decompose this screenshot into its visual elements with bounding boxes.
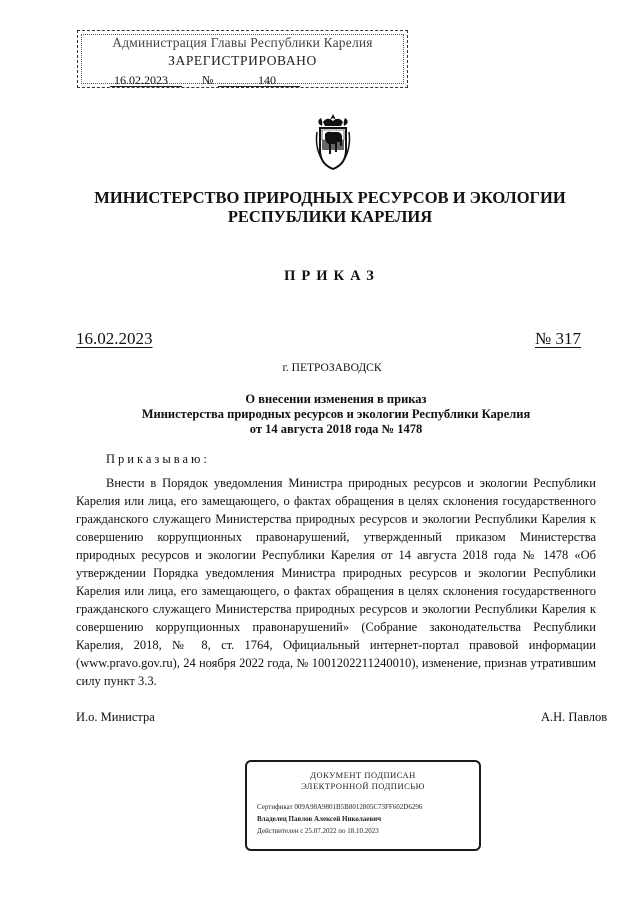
registration-stamp bbox=[77, 30, 408, 88]
subject-line2: Министерства природных ресурсов и экологии Республики Карелия bbox=[141, 407, 531, 421]
signer-title: И.о. Министра bbox=[76, 710, 155, 724]
registration-number-underline bbox=[218, 86, 300, 87]
body-paragraph: Внести в Порядок уведомления Министра природных ресурсов и экологии Республики Карелия или лица, его замещающего, о фактах обращения в целях склонения государственного гражданского служащего Министерства природных ресурсов и экологии Республики Карелия к совершению коррупционных правонарушений, утвержденный приказом Министерства природных ресурсов и экологии Республики Карелия от 14 августа 2018 года № 1478 «Об утверждении Порядка уведомления Министра природных ресурсов и экологии Республики Карелия или лица, его замещающего, о фактах обращения в целях склонения государственного гражданского служащего Министерства природных ресурсов и экологии Республики Карелия к совершению коррупционных правонарушений» (Собрание законодательства Республики Карелия, 2018, № 8, ст. 1764, Официальный интернет-портал правовой информации (www.pravo.gov.ru), 24 ноября 2022 года, № 1001202211240010), изменение, признав утратившим силу пункт 3.3. bbox=[76, 476, 596, 688]
subject-line3: от 14 августа 2018 года № 1478 bbox=[249, 422, 423, 436]
ministry-title-line2: РЕСПУБЛИКИ КАРЕЛИЯ bbox=[227, 207, 433, 226]
document-subject bbox=[76, 392, 596, 437]
electronic-signature-stamp bbox=[245, 760, 481, 851]
esign-title-line1: ДОКУМЕНТ ПОДПИСАН bbox=[310, 770, 416, 780]
esign-certificate: Сертификат 009A98A9801B5B8012805C73FF602D6296 bbox=[257, 803, 423, 811]
registration-date: 16.02.2023 bbox=[114, 73, 168, 87]
registration-date-underline bbox=[110, 86, 182, 87]
registration-number-label: № bbox=[202, 73, 214, 87]
esign-validity: Действителен с 25.07.2022 по 18.10.2023 bbox=[257, 827, 379, 835]
esign-owner: Владелец Павлов Алексей Николаевич bbox=[257, 815, 382, 823]
coat-of-arms-icon bbox=[313, 112, 353, 172]
ministry-title-line1: МИНИСТЕРСТВО ПРИРОДНЫХ РЕСУРСОВ И ЭКОЛОГИИ bbox=[94, 188, 566, 207]
esign-title-line2: ЭЛЕКТРОННОЙ ПОДПИСЬЮ bbox=[301, 781, 425, 791]
registration-org: Администрация Главы Республики Карелия bbox=[112, 35, 373, 50]
registration-number: 140 bbox=[258, 73, 276, 87]
document-place: г. ПЕТРОЗАВОДСК bbox=[282, 362, 382, 374]
registration-status: ЗАРЕГИСТРИРОВАНО bbox=[168, 53, 317, 68]
signer-name: А.Н. Павлов bbox=[541, 710, 608, 724]
document-number: № 317 bbox=[535, 329, 581, 348]
document-type: ПРИКАЗ bbox=[284, 268, 380, 284]
subject-line1: О внесении изменения в приказ bbox=[245, 392, 427, 406]
order-verb: Приказываю: bbox=[106, 452, 210, 466]
document-date: 16.02.2023 bbox=[76, 329, 153, 348]
